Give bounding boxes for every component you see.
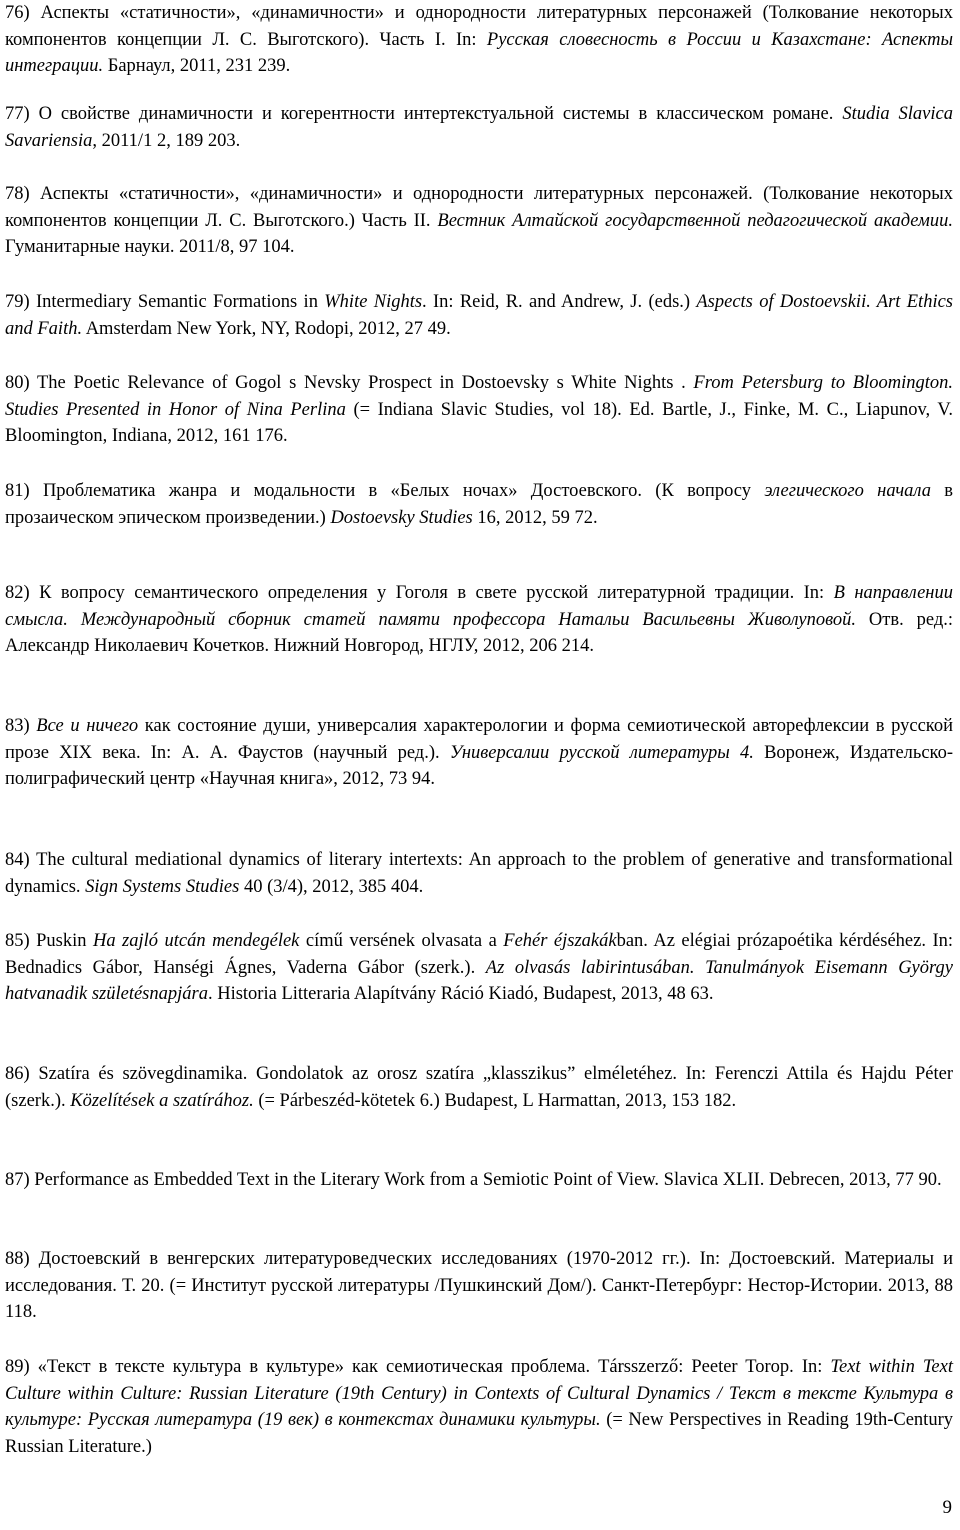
italic-run: Fehér éjszakák	[503, 931, 617, 951]
text-run: как состояние души, универсалия характерологии и форма семиотической авторефлексии в русской прозе XIX века. In: А. А. Фаустов (научный ред.).	[5, 716, 953, 763]
text-run: 76) Аспекты «статичности», «динамичности» и однородности литературных персонажей (Толкование некоторых компонентов концепции Л. С. Выготского). Часть I. In:	[5, 3, 953, 50]
text-run: 83)	[5, 716, 37, 736]
italic-run: Русская словесность в России и Казахстане: Аспекты интеграции.	[5, 29, 953, 76]
italic-run: White Nights	[324, 292, 423, 312]
italic-run: Все и ничего	[36, 716, 139, 736]
text-run: (= New Perspectives in Reading 19th-Century Russian Literature.)	[5, 1410, 953, 1457]
page-number: 9	[942, 1497, 952, 1518]
italic-run: Dostoevsky Studies	[330, 507, 473, 528]
bibliography-entry-83	[5, 713, 953, 793]
text-run: 40 (3/4), 2012, 385 404.	[239, 876, 424, 897]
text-run: Отв. ред.: Александр Николаевич Кочетков. Нижний Новгород, НГЛУ, 2012, 206 214.	[5, 609, 954, 656]
text-run: . In: Reid, R. and Andrew, J. (eds.)	[422, 292, 697, 312]
bibliography-entry-88	[5, 1246, 953, 1326]
text-run: . Historia Litteraria Alapítvány Ráció Kiadó, Budapest, 2013, 48 63.	[207, 984, 714, 1004]
text-run: 82) К вопросу семантического определения у Гоголя в свете русской литературной традиции. In:	[5, 583, 834, 603]
text-run: 77) О свойстве динамичности и когерентности интертекстуальной системы в классическом романе.	[5, 104, 843, 124]
text-run: Гуманитарные науки. 2011/8, 97 104.	[5, 237, 295, 257]
text-run: (= Párbeszéd-kötetek 6.) Budapest, L Harmattan, 2013, 153 182.	[253, 1090, 737, 1111]
italic-run: Studia Slavica Savariensia	[5, 104, 953, 151]
text-run: 86) Szatíra és szövegdinamika. Gondolatok az orosz szatíra „klasszikus” elméletéhez. In: Ferenczi Attila és Hajdu Péter (szerk.).	[5, 1064, 953, 1111]
text-run: 79) Intermediary Semantic Formations in	[5, 292, 325, 312]
italic-run: элегического начала	[764, 481, 931, 501]
italic-run: Közelítések a szatírához.	[70, 1090, 254, 1111]
bibliography-entry-77	[5, 101, 953, 154]
text-run: 80) The Poetic Relevance of Gogol s Nevsky Prospect in Dostoevsky s White Nights .	[5, 373, 694, 393]
italic-run: Az olvasás labirintusában. Tanulmányok Eisemann György hatvanadik születésnapjára	[5, 957, 953, 1004]
italic-run: Универсалии русской литературы 4.	[449, 742, 754, 763]
bibliography-entry-76	[5, 0, 953, 80]
bibliography-entry-81	[5, 478, 953, 531]
text-run: в прозаическом эпическом произведении.)	[5, 481, 954, 528]
italic-run: В направлении смысла. Международный сборник статей памяти профессора Натальи Васильевны Живолуповой.	[5, 583, 953, 630]
text-run: Amsterdam New York, NY, Rodopi, 2012, 27 49.	[82, 318, 451, 339]
bibliography-entry-84	[5, 847, 953, 900]
italic-run: Ha zajló utcán mendegélek	[92, 931, 300, 951]
text-run: , 2011/1 2, 189 203.	[92, 130, 241, 151]
bibliography-entry-86	[5, 1061, 953, 1114]
text-run: 16, 2012, 59 72.	[472, 507, 598, 528]
bibliography-entry-89	[5, 1354, 953, 1460]
italic-run: Aspects of Dostoevskii. Art Ethics and Faith.	[5, 292, 953, 339]
text-run: 88) Достоевский в венгерских литературоведческих исследованиях (1970-2012 гг.). In: Достоевский. Материалы и исследования. Т. 20. (= Институт русской литературы /Пушкинский Дом/). Санкт-Петербург: Нестор-Истории. 2013, 88 118.	[5, 1249, 953, 1322]
bibliography-entry-85	[5, 928, 953, 1008]
text-run: Барнаул, 2011, 231 239.	[103, 56, 291, 76]
text-run: 81) Проблематика жанра и модальности в «Белых ночах» Достоевского. (К вопросу	[5, 481, 765, 501]
text-run: Воронеж, Издательско-полиграфический центр «Научная книга», 2012, 73 94.	[5, 742, 953, 789]
italic-run: Вестник Алтайской государственной педагогической академии.	[437, 210, 953, 231]
bibliography-entry-82	[5, 580, 953, 660]
bibliography-entry-80	[5, 370, 953, 450]
text-run: 89) «Текст в тексте культура в культуре» как семиотическая проблема. Társszerző: Peeter Torop. In:	[5, 1357, 831, 1377]
italic-run: Sign Systems Studies	[85, 876, 240, 897]
text-run: (= Indiana Slavic Studies, vol 18). Ed. Bartle, J., Finke, M. C., Liapunov, V. Bloomington, Indiana, 2012, 161 176.	[5, 399, 953, 446]
bibliography-entry-87	[5, 1167, 953, 1194]
text-run: ban. Az elégiai prózapoétika kérdéséhez. In: Bednadics Gábor, Hanségi Ágnes, Vaderna Gábor (szerk.).	[5, 931, 953, 978]
text-run: 78) Аспекты «статичности», «динамичности» и однородности литературных персонажей. (Толкование некоторых компонентов концепции Л. С. Выготского.) Часть II.	[5, 184, 953, 231]
bibliography-entry-79	[5, 289, 953, 342]
text-run: 87) Performance as Embedded Text in the Literary Work from a Semiotic Point of View. Slavica XLII. Debrecen, 2013, 77 90.	[5, 1170, 942, 1190]
italic-run: Text within Text Culture within Culture: Russian Literature (19th Century) in Contexts of Cultural Dynamics / Текст в тексте Культура в культуре: Русская литература (19 век) в контекстах динамики культуры.	[5, 1357, 953, 1430]
text-run: című versének olvasata a	[299, 931, 504, 951]
bibliography-entry-78	[5, 181, 953, 261]
text-run: 84) The cultural mediational dynamics of literary intertexts: An approach to the problem of generative and transformational dynamics.	[5, 850, 953, 897]
text-run: 85) Puskin	[5, 931, 93, 951]
italic-run: From Petersburg to Bloomington. Studies Presented in Honor of Nina Perlina	[5, 373, 953, 420]
